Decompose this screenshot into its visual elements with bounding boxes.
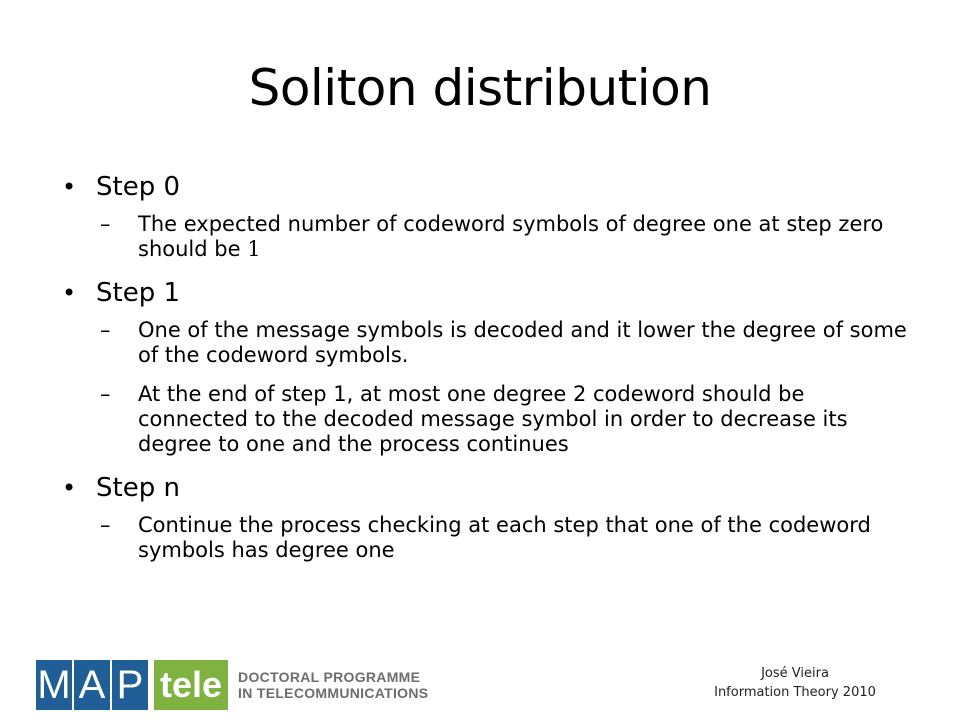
dash-marker: – (100, 318, 111, 342)
logo-tele: tele (154, 660, 228, 710)
dash-marker: – (100, 382, 111, 406)
dash-marker: – (100, 212, 111, 236)
logo-letter-m: M (36, 660, 72, 710)
slide-title: Soliton distribution (248, 59, 712, 117)
logo-mark (36, 660, 228, 710)
sub-item (60, 382, 920, 457)
footer-course: Information Theory 2010 (714, 685, 876, 700)
bullet-step-1 (60, 276, 920, 310)
footer-credits (660, 664, 930, 702)
logo-letter-a: A (74, 660, 110, 710)
slide-content (60, 170, 920, 577)
dash-marker: – (100, 513, 111, 537)
bullet-label: Step n (96, 473, 180, 503)
bullet-label: Step 0 (96, 172, 181, 202)
sub-item (60, 212, 920, 262)
sub-item (60, 513, 920, 563)
logo-letter-p: P (112, 660, 148, 710)
bullet-dot: • (62, 173, 77, 201)
sub-item-text: Continue the process checking at each step that one of the codeword symbols has degree one (138, 513, 871, 562)
logo-text-line1: DOCTORAL PROGRAMME (238, 669, 421, 685)
math-value: 1 (247, 237, 261, 261)
bullet-step-0 (60, 170, 920, 204)
logo-text (238, 669, 428, 701)
map-tele-logo (36, 660, 428, 710)
sub-item-text: The expected number of codeword symbols of degree one at step zero should be (138, 212, 884, 261)
footer-author: José Vieira (761, 666, 829, 681)
bullet-label: Step 1 (96, 278, 181, 308)
sub-item-text: At the end of step 1, at most one degree 2 codeword should be connected to the decoded message symbol in order to decrease its degree to one and the process continues (138, 382, 848, 456)
bullet-dot: • (62, 474, 77, 502)
bullet-step-n (60, 471, 920, 505)
logo-text-line2: IN TELECOMMUNICATIONS (238, 685, 429, 701)
sub-item-text: One of the message symbols is decoded and it lower the degree of some of the codeword symbols. (138, 318, 907, 367)
sub-item (60, 318, 920, 368)
bullet-dot: • (62, 279, 77, 307)
